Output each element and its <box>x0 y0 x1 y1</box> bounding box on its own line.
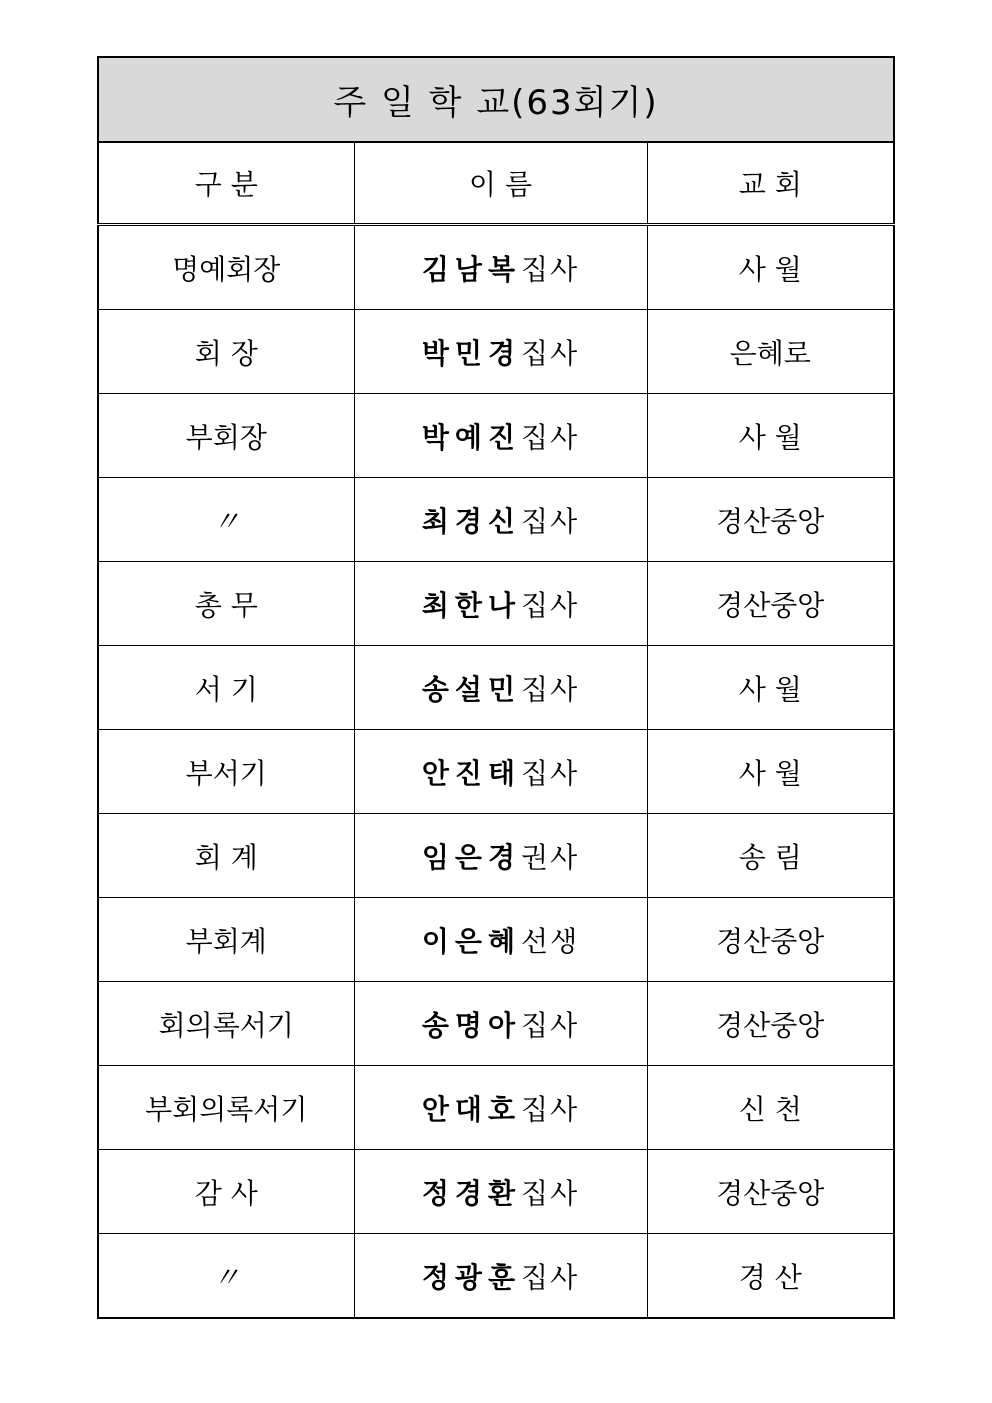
person-title: 집사 <box>521 1008 580 1042</box>
church-cell: 사 월 <box>647 730 894 814</box>
table-row <box>98 562 894 646</box>
person-title: 집사 <box>521 336 580 370</box>
officer-table-container <box>97 56 893 1319</box>
name-cell <box>354 898 647 982</box>
person-name: 박예진 <box>421 420 522 454</box>
table-row <box>98 394 894 478</box>
person-title: 집사 <box>521 420 580 454</box>
person-name: 송설민 <box>421 672 522 706</box>
church-cell: 은혜로 <box>647 310 894 394</box>
church-cell: 사 월 <box>647 225 894 310</box>
table-row <box>98 1234 894 1319</box>
officer-table <box>97 56 895 1319</box>
church-cell: 경산중앙 <box>647 898 894 982</box>
table-row <box>98 730 894 814</box>
name-cell <box>354 394 647 478</box>
person-name: 박민경 <box>421 336 522 370</box>
role-cell: 서 기 <box>98 646 354 730</box>
name-cell <box>354 310 647 394</box>
role-cell: 총 무 <box>98 562 354 646</box>
name-cell <box>354 478 647 562</box>
header-name: 이 름 <box>354 142 647 225</box>
person-name: 임은경 <box>421 840 522 874</box>
name-cell <box>354 646 647 730</box>
role-cell: 회의록서기 <box>98 982 354 1066</box>
header-church: 교 회 <box>647 142 894 225</box>
name-cell <box>354 1150 647 1234</box>
person-name: 최경신 <box>421 504 522 538</box>
person-title: 집사 <box>521 504 580 538</box>
header-row <box>98 142 894 225</box>
table-row <box>98 646 894 730</box>
role-cell: 부회의록서기 <box>98 1066 354 1150</box>
role-cell: 〃 <box>98 478 354 562</box>
church-cell: 신 천 <box>647 1066 894 1150</box>
name-cell <box>354 225 647 310</box>
person-name: 이은혜 <box>421 924 522 958</box>
table-row <box>98 478 894 562</box>
table-row <box>98 1066 894 1150</box>
role-cell: 부서기 <box>98 730 354 814</box>
person-title: 선생 <box>521 924 580 958</box>
role-cell: 부회장 <box>98 394 354 478</box>
role-cell: 부회계 <box>98 898 354 982</box>
name-cell <box>354 814 647 898</box>
person-title: 권사 <box>521 840 580 874</box>
name-cell <box>354 1066 647 1150</box>
church-cell: 송 림 <box>647 814 894 898</box>
table-row <box>98 1150 894 1234</box>
table-row <box>98 225 894 310</box>
role-cell: 감 사 <box>98 1150 354 1234</box>
person-title: 집사 <box>521 1092 580 1126</box>
person-title: 집사 <box>521 588 580 622</box>
name-cell <box>354 730 647 814</box>
person-title: 집사 <box>521 672 580 706</box>
person-name: 정경환 <box>421 1176 522 1210</box>
role-cell: 회 계 <box>98 814 354 898</box>
name-cell <box>354 562 647 646</box>
person-name: 정광훈 <box>421 1260 522 1294</box>
person-name: 안진태 <box>421 756 522 790</box>
church-cell: 경산중앙 <box>647 982 894 1066</box>
name-cell <box>354 1234 647 1319</box>
role-cell: 〃 <box>98 1234 354 1319</box>
church-cell: 경산중앙 <box>647 478 894 562</box>
person-name: 안대호 <box>421 1092 522 1126</box>
role-cell: 명예회장 <box>98 225 354 310</box>
church-cell: 사 월 <box>647 394 894 478</box>
table-row <box>98 310 894 394</box>
church-cell: 경산중앙 <box>647 562 894 646</box>
person-title: 집사 <box>521 1176 580 1210</box>
table-row <box>98 814 894 898</box>
church-cell: 경산중앙 <box>647 1150 894 1234</box>
name-cell <box>354 982 647 1066</box>
church-cell: 경 산 <box>647 1234 894 1319</box>
table-row <box>98 898 894 982</box>
table-title: 주 일 학 교(63회기) <box>98 57 894 142</box>
person-name: 송명아 <box>421 1008 522 1042</box>
person-title: 집사 <box>521 1260 580 1294</box>
person-name: 최한나 <box>421 588 522 622</box>
person-title: 집사 <box>521 756 580 790</box>
header-role: 구 분 <box>98 142 354 225</box>
table-row <box>98 982 894 1066</box>
church-cell: 사 월 <box>647 646 894 730</box>
person-title: 집사 <box>521 252 580 286</box>
role-cell: 회 장 <box>98 310 354 394</box>
person-name: 김남복 <box>421 252 522 286</box>
